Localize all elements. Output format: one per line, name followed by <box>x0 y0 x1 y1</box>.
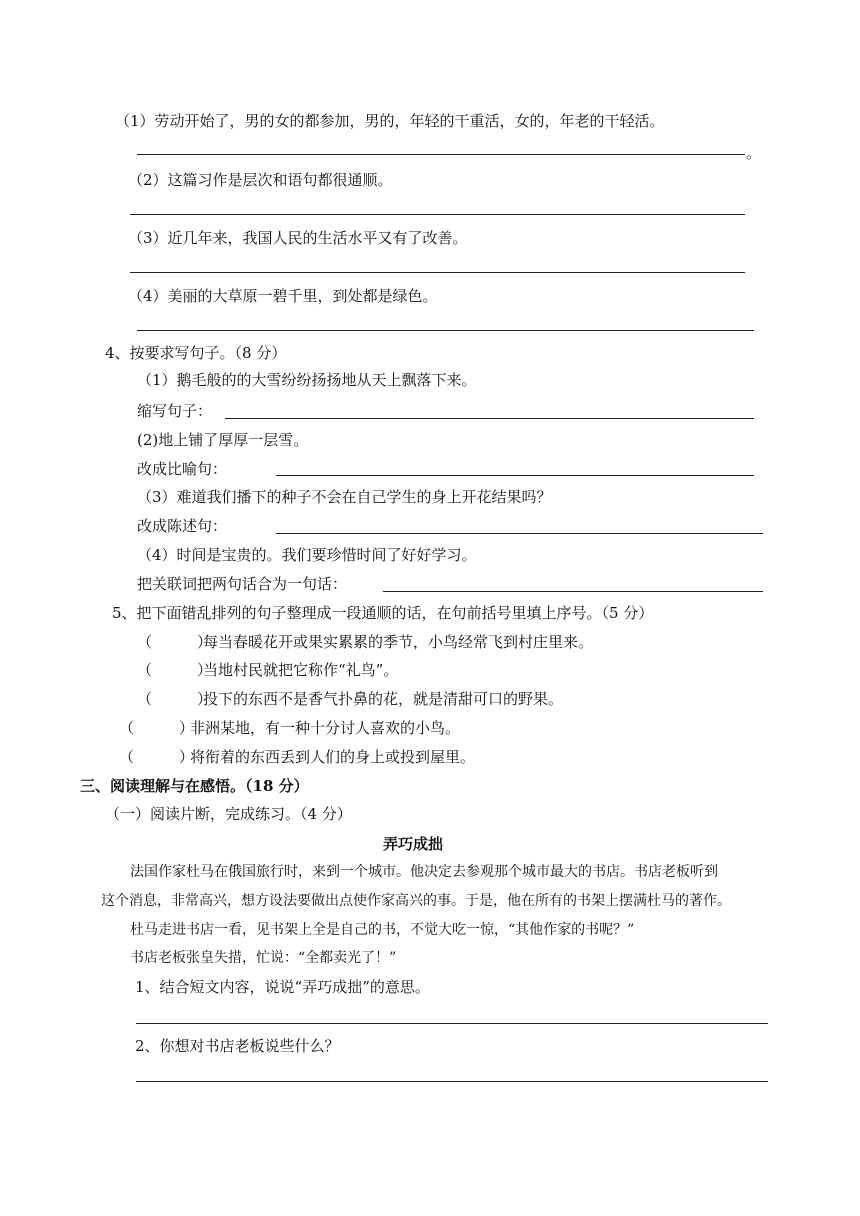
part-heading: （一）阅读片断，完成练习。（4 分） <box>105 805 352 823</box>
passage-paragraph: 杜马走进书店一看，见书架上全是自己的书，不觉大吃一惊，“其他作家的书呢？” <box>130 922 635 938</box>
answer-line[interactable] <box>136 1081 768 1082</box>
q4-label-1: 缩写句子： <box>137 402 213 420</box>
passage-paragraph: 法国作家杜马在俄国旅行时，来到一个城市。他决定去参观那个城市最大的书店。书店老板听到 <box>130 864 718 880</box>
q4-sentence-2: (2)地上铺了厚厚一层雪。 <box>137 431 309 449</box>
answer-line[interactable] <box>130 214 745 215</box>
q5-bracket[interactable]: （ ） <box>119 719 195 737</box>
passage-paragraph: 书店老板张皇失措，忙说：“全都卖光了！” <box>130 950 397 966</box>
question-1: 1、结合短文内容，说说“弄巧成拙”的意思。 <box>135 978 430 996</box>
q4-label-4: 把关联词把两句话合为一句话： <box>137 575 348 593</box>
q3-sentence-1-end: 。 <box>746 144 762 162</box>
q5-item-text: 将衔着的东西丢到人们的身上或投到屋里。 <box>190 748 476 766</box>
q4-sentence-1: （1）鹅毛般的的大雪纷纷扬扬地从天上飘落下来。 <box>137 371 477 389</box>
q5-bracket[interactable]: （ ） <box>137 661 213 679</box>
q4-label-2: 改成比喻句： <box>137 460 228 478</box>
passage-title: 弄巧成拙 <box>383 835 444 853</box>
q5-item-text: 每当春暖花开或果实累累的季节，小鸟经常飞到村庄里来。 <box>203 633 594 651</box>
answer-line[interactable] <box>137 330 754 331</box>
q5-bracket[interactable]: （ ） <box>119 748 195 766</box>
q5-item-text: 当地村民就把它称作“礼鸟”。 <box>203 661 399 679</box>
q4-sentence-3: （3）难道我们播下的种子不会在自己学生的身上开花结果吗？ <box>137 488 552 506</box>
q4-label-3: 改成陈述句： <box>137 517 228 535</box>
answer-line[interactable] <box>276 475 754 476</box>
q5-bracket[interactable]: （ ） <box>137 633 213 651</box>
q5-heading: 5、把下面错乱排列的句子整理成一段通顺的话，在句前括号里填上序号。（5 分） <box>112 604 654 622</box>
q4-heading: 4、按要求写句子。（8 分） <box>105 344 287 362</box>
q5-item-text: 非洲某地，有一种十分讨人喜欢的小鸟。 <box>190 719 461 737</box>
answer-line[interactable] <box>383 591 763 592</box>
q5-item-text: 投下的东西不是香气扑鼻的花，就是清甜可口的野果。 <box>203 690 564 708</box>
q3-sentence-2: （2）这篇习作是层次和语句都很通顺。 <box>128 171 393 189</box>
q5-bracket[interactable]: （ ） <box>137 690 213 708</box>
q3-sentence-3: （3）近几年来，我国人民的生活水平又有了改善。 <box>128 229 468 247</box>
answer-line[interactable] <box>130 272 745 273</box>
answer-line[interactable] <box>136 1023 768 1024</box>
q4-sentence-4: （4）时间是宝贵的。我们要珍惜时间了好好学习。 <box>137 546 477 564</box>
question-2: 2、你想对书店老板说些什么？ <box>135 1037 340 1055</box>
answer-line[interactable] <box>276 533 763 534</box>
answer-line[interactable] <box>225 418 754 419</box>
section-heading: 三、阅读理解与在感悟。（18 分） <box>80 777 309 795</box>
answer-line[interactable] <box>137 154 745 155</box>
passage-paragraph: 这个消息，非常高兴，想方设法要做出点使作家高兴的事。于是，他在所有的书架上摆满杜马的著作。 <box>101 893 731 909</box>
q3-sentence-1: （1）劳动开始了，男的女的都参加，男的，年轻的干重活，女的，年老的干轻活。 <box>115 112 665 130</box>
q3-sentence-4: （4）美丽的大草原一碧千里，到处都是绿色。 <box>128 287 438 305</box>
